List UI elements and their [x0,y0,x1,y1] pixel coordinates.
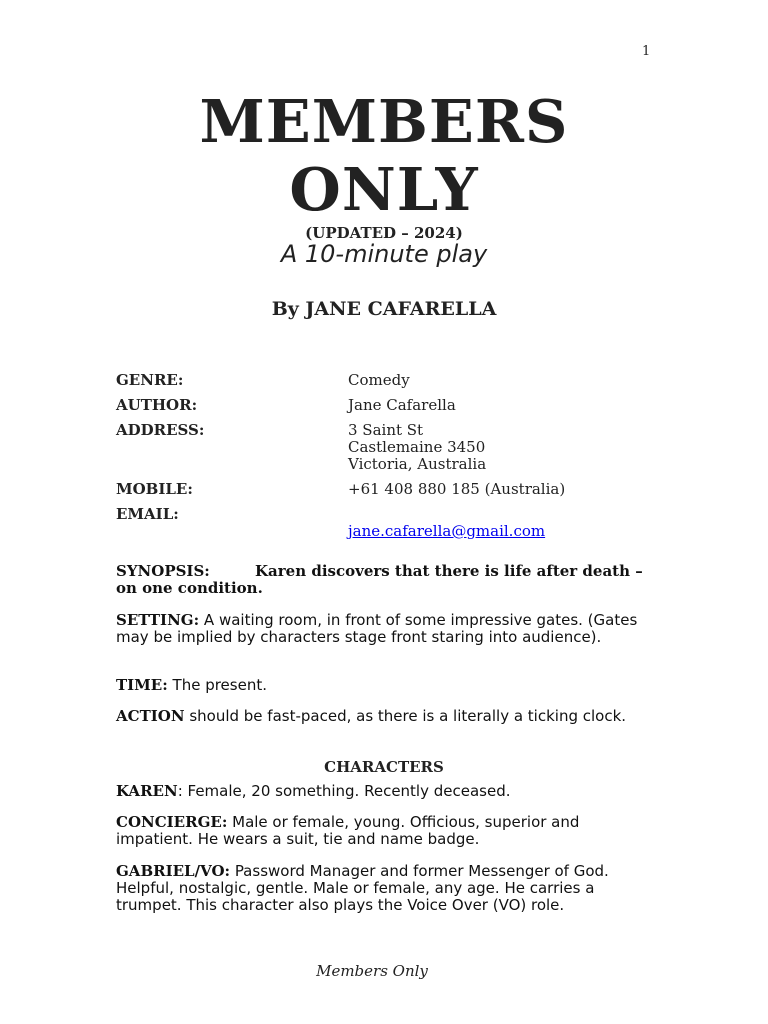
byline: By JANE CAFARELLA [271,298,497,320]
info-row-author [116,397,656,414]
info-row-address [116,422,656,473]
character-gabriel [116,863,656,914]
genre-label: GENRE: [116,371,184,389]
characters-heading: CHARACTERS [324,758,444,776]
title-line-2: ONLY [289,155,479,224]
subtitle: A 10-minute play [280,240,488,268]
action-paragraph [116,708,656,725]
info-table [116,372,656,548]
mobile-label: MOBILE: [116,480,193,498]
synopsis-text: Karen discovers that there is life after death – on one condition. [116,562,643,597]
info-row-mobile [116,481,656,498]
setting-paragraph [116,612,656,646]
updated-note: (UPDATED – 2024) [305,224,463,242]
action-text: should be fast-paced, as there is a literally a ticking clock. [184,707,627,725]
karen-text: : Female, 20 something. Recently deceased. [177,782,511,800]
mobile-value: +61 408 880 185 (Australia) [348,480,566,498]
gabriel-text: Password Manager and former Messenger of God. Helpful, nostalgic, gentle. Male or female, any age. He carries a trumpet. This character also plays the Voice Over (VO) role. [116,862,609,914]
time-text: The present. [167,676,267,694]
page-footer: Members Only [316,962,428,980]
email-value [348,506,545,540]
info-row-email [116,506,656,540]
genre-value: Comedy [348,371,410,389]
synopsis-label: SYNOPSIS: [116,562,210,580]
gabriel-label: GABRIEL/VO: [116,862,231,880]
karen-label: KAREN [116,782,178,800]
character-concierge [116,814,656,848]
page-title [0,88,768,224]
synopsis [116,563,656,597]
address-value: 3 Saint St Castlemaine 3450 Victoria, Australia [348,421,487,473]
author-label: AUTHOR: [116,396,198,414]
concierge-label: CONCIERGE: [116,813,228,831]
setting-text: A waiting room, in front of some impressive gates. (Gates may be implied by characters stage front staring into audience). [116,611,638,646]
character-karen [116,783,656,800]
time-label: TIME: [116,676,168,694]
action-label: ACTION [116,707,185,725]
author-value: Jane Cafarella [348,396,456,414]
page-number: 1 [642,44,651,59]
info-row-genre [116,372,656,389]
concierge-text: Male or female, young. Officious, superior and impatient. He wears a suit, tie and name badge. [116,813,580,848]
address-label: ADDRESS: [116,421,205,439]
email-label: EMAIL: [116,505,179,523]
setting-label: SETTING: [116,611,200,629]
email-link[interactable]: jane.cafarella@gmail.com [348,522,546,540]
time-paragraph [116,677,656,694]
title-line-1: MEMBERS [199,87,569,156]
